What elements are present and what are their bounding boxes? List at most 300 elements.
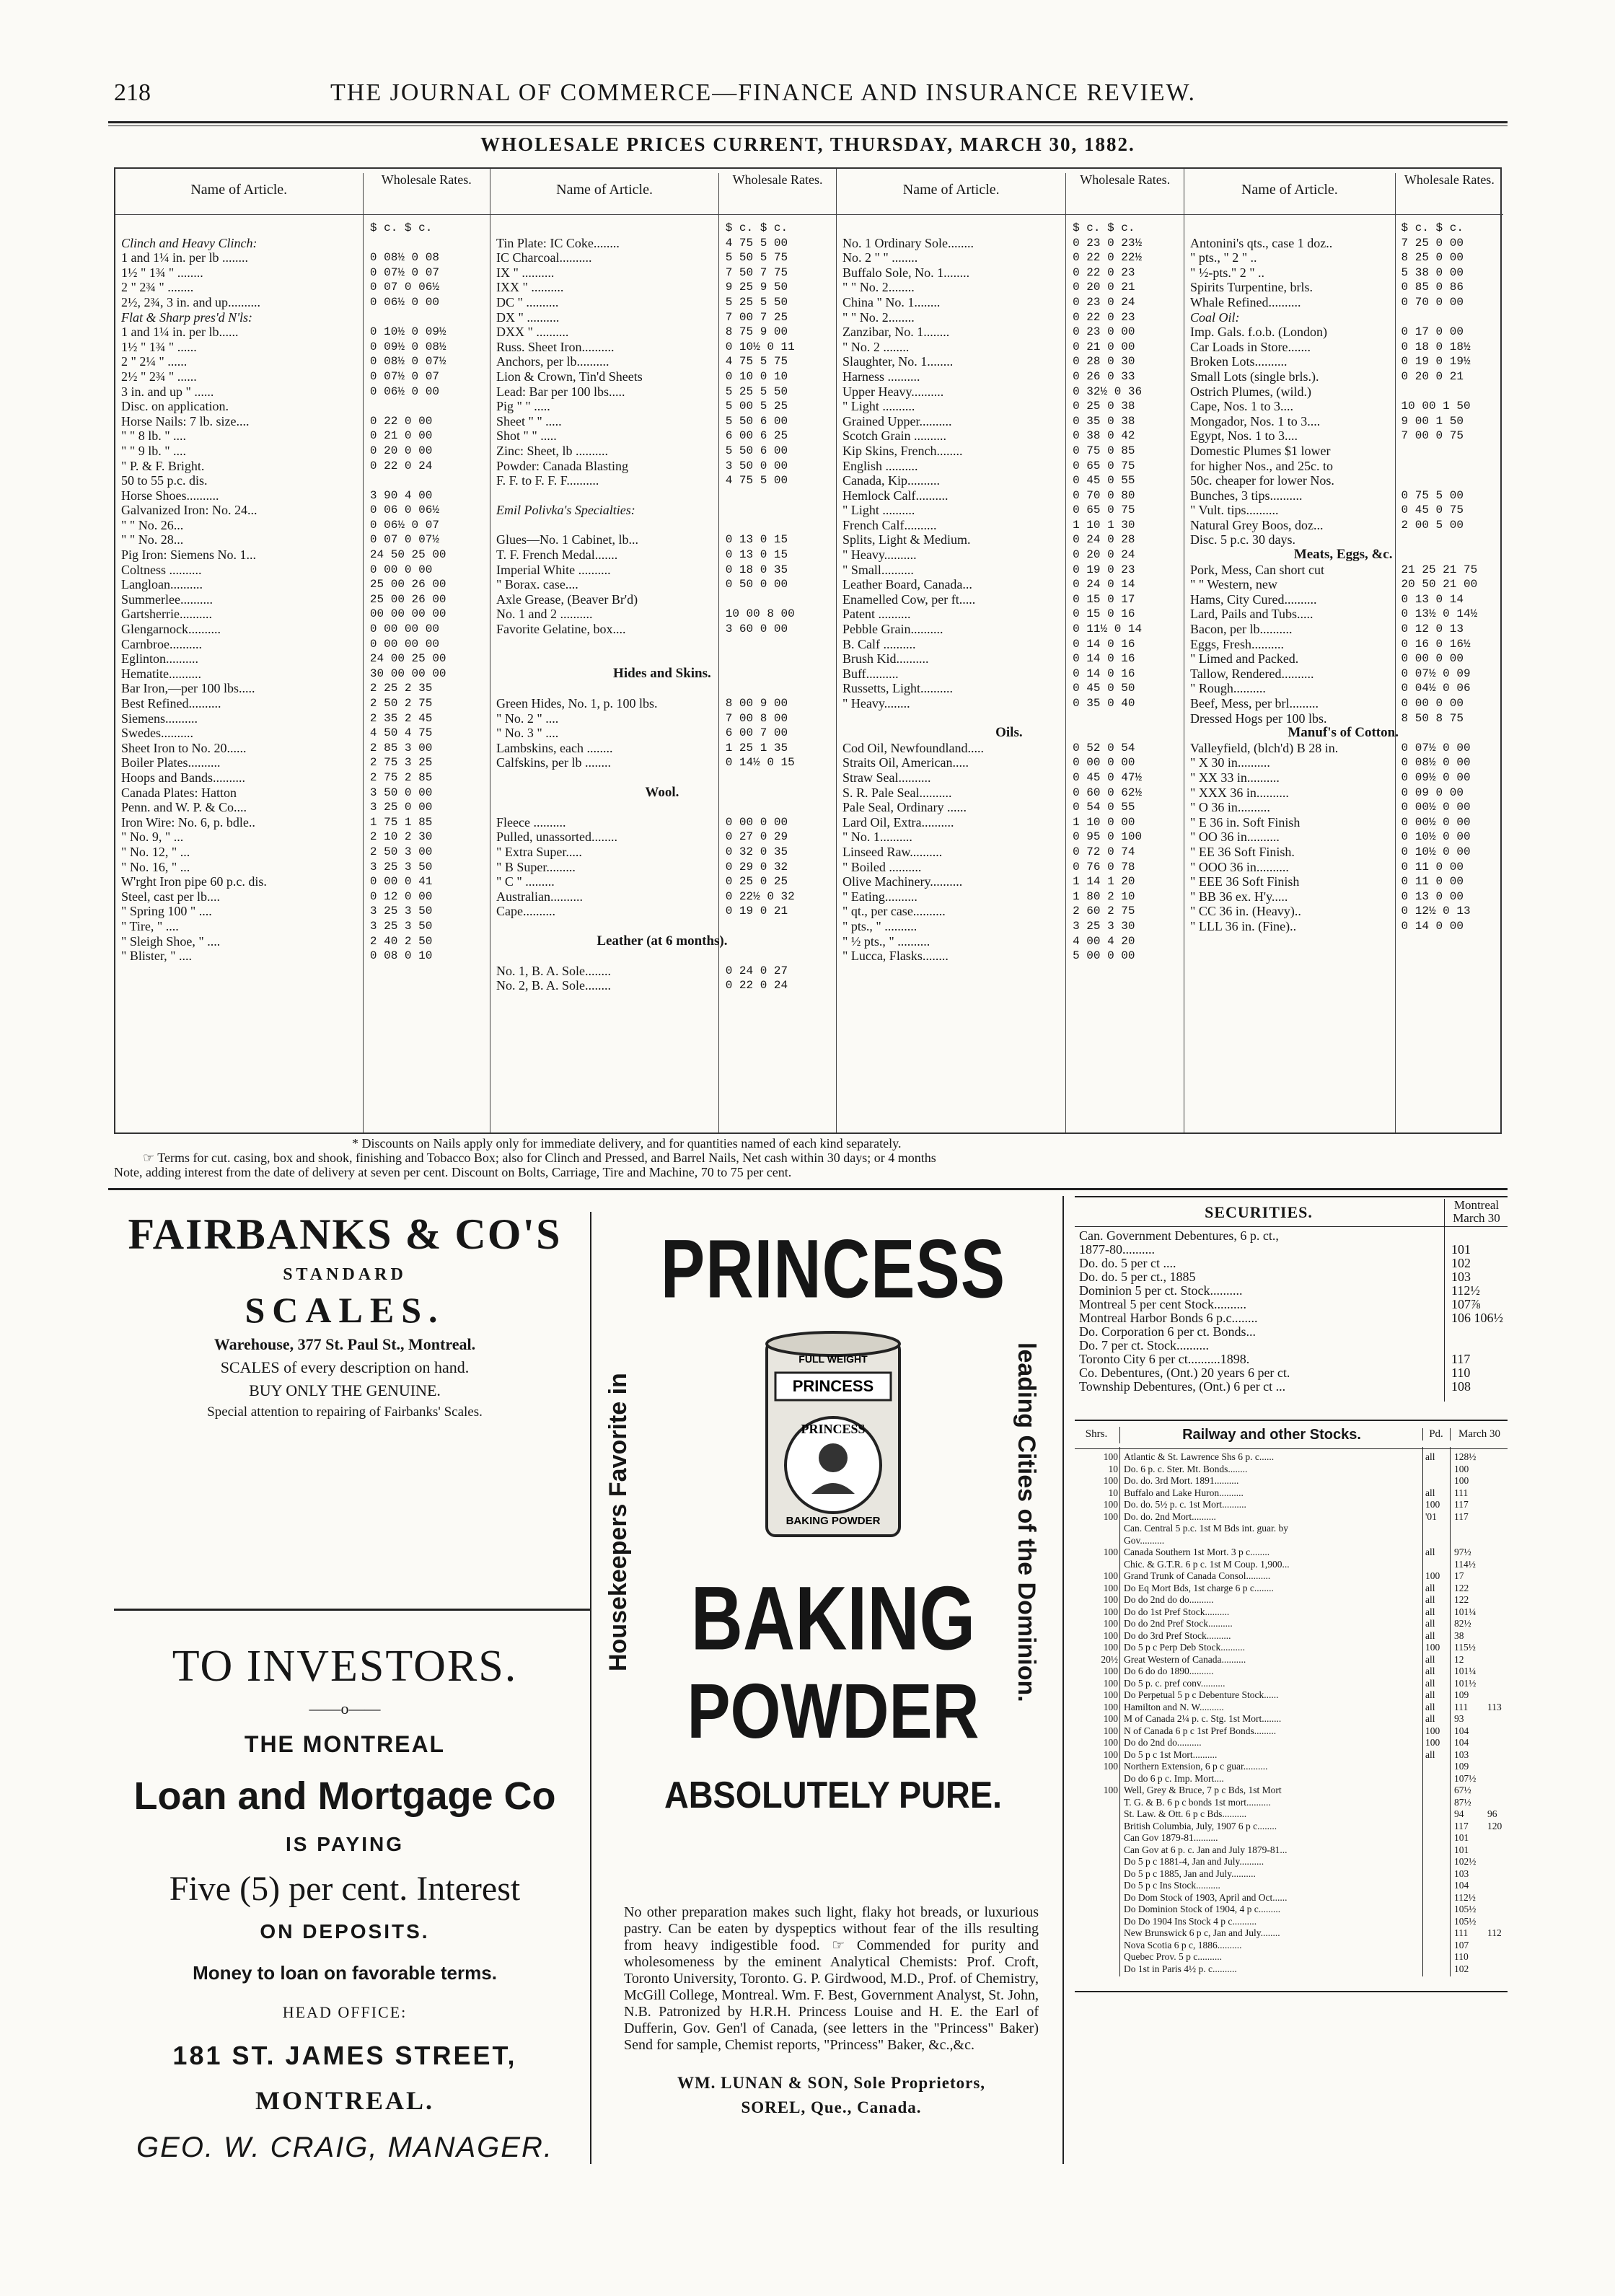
note-discounts: * Discounts on Nails apply only for immediate delivery, and for quantities named of each kind separately. (352, 1136, 902, 1151)
article-name: " B Super......... (496, 859, 576, 874)
article-name: " pts., " 2 " .. (1190, 250, 1257, 265)
article-rate: 25 00 26 00 (369, 578, 446, 591)
price-row (115, 250, 490, 265)
price-row (115, 488, 490, 503)
article-name: " ½ pts., " .......... (842, 933, 930, 949)
article-name: No. 1 and 2 .......... (496, 607, 593, 622)
article-name: Bar Iron,—per 100 lbs..... (121, 681, 255, 696)
article-name: Straw Seal.......... (842, 770, 931, 785)
security-row (1075, 1298, 1508, 1311)
stock-price: 117 (1454, 1510, 1469, 1522)
article-name: 1 and 1¼ in. per lb ........ (121, 250, 248, 265)
article-rate: 0 45 0 55 (1073, 474, 1135, 488)
price-rows (115, 221, 490, 964)
article-name: " No. 12, " ... (121, 844, 190, 859)
fairbanks-advert (114, 1212, 576, 1420)
price-rows (490, 221, 836, 993)
article-rate: 0 00½ 0 00 (1401, 801, 1471, 814)
article-rate: 7 00 0 75 (1401, 429, 1464, 443)
article-rate: 0 13 0 00 (1401, 889, 1464, 903)
price-row (490, 815, 836, 830)
stock-name: Nova Scotia 6 p c, 1886.......... (1124, 1939, 1242, 1950)
article-rate: 0 15 0 17 (1073, 592, 1135, 606)
article-rate: 0 11½ 0 14 (1073, 623, 1143, 636)
stock-name: Gov.......... (1124, 1534, 1165, 1546)
railway-stock-row (1075, 1797, 1508, 1809)
security-name: 1877-80.......... (1079, 1243, 1155, 1257)
article-name: Buffalo Sole, No. 1........ (842, 265, 970, 280)
stock-name: Do. do. 2nd Mort.......... (1124, 1510, 1216, 1522)
article-name: IC Charcoal.......... (496, 250, 592, 265)
article-name: Buff.......... (842, 666, 899, 681)
price-row (1184, 354, 1503, 369)
investors-manager: GEO. W. CRAIG, MANAGER. (136, 2132, 553, 2163)
stock-price-high: 96 (1487, 1808, 1497, 1819)
article-rate: 0 70 0 80 (1073, 488, 1135, 502)
article-name: Lead: Bar per 100 lbs..... (496, 384, 625, 399)
article-rate: 0 22 0 24 (725, 979, 788, 993)
stock-price: 101¼ (1454, 1666, 1477, 1676)
article-rate: 0 45 0 75 (1401, 503, 1464, 517)
fairbanks-rule (114, 1609, 590, 1611)
stock-paid: all (1425, 1629, 1435, 1641)
security-name: Township Debentures, (Ont.) 6 per ct ... (1079, 1380, 1286, 1394)
article-name: Gartsherrie.......... (121, 607, 212, 622)
article-name: " No. 9, " ... (121, 830, 184, 845)
security-row (1075, 1352, 1508, 1366)
article-name: 2½ " 2¾ " ...... (121, 369, 197, 384)
article-name: Sheet " " ..... (496, 413, 562, 428)
price-row (115, 607, 490, 622)
price-row (490, 444, 836, 459)
stock-paid: all (1425, 1666, 1435, 1676)
railway-stock-row (1075, 1844, 1508, 1857)
princess-side-left: Housekeepers Favorite in (604, 1373, 632, 1671)
article-rate: 10 00 8 00 (725, 607, 795, 621)
price-row (1184, 428, 1503, 444)
stock-price: 109 (1454, 1761, 1469, 1772)
article-name: 50c. cheaper for lower Nos. (1190, 473, 1334, 488)
price-row (115, 889, 490, 905)
stock-name: Well, Grey & Bruce, 7 p c Bds, 1st Mort (1124, 1785, 1282, 1795)
article-rate: 0 14 0 16 (1073, 652, 1135, 666)
article-name: Brush Kid.......... (842, 651, 929, 667)
article-rate: 0 25 0 25 (725, 875, 788, 889)
article-name: French Calf.......... (842, 517, 937, 532)
security-row (1075, 1229, 1508, 1243)
stock-shares: 100 (1103, 1547, 1118, 1557)
price-row (490, 488, 836, 503)
article-rate: 0 54 0 55 (1073, 801, 1135, 814)
article-rate: 2 60 2 75 (1073, 905, 1135, 918)
price-row (837, 904, 1184, 919)
price-row (1184, 874, 1503, 889)
stock-name: Do 5 p c 1st Mort.......... (1124, 1749, 1218, 1760)
price-row (837, 949, 1184, 964)
article-name: " XX 33 in.......... (1190, 770, 1280, 785)
price-row (490, 726, 836, 741)
railway-stock-row (1075, 1927, 1508, 1940)
wholesale-price-table (114, 167, 1502, 1134)
article-name: Egypt, Nos. 1 to 3.... (1190, 428, 1298, 444)
price-column-3 (837, 169, 1184, 1132)
article-rate: 0 16 0 16½ (1401, 637, 1471, 651)
article-rate: 0 22 0 23 (1073, 310, 1135, 324)
stock-price: 122 (1454, 1582, 1469, 1593)
article-name: Patent .......... (842, 607, 911, 622)
princess-baking: BAKING (690, 1567, 976, 1669)
price-row (490, 384, 836, 400)
price-row (1184, 755, 1503, 770)
railway-stock-row (1075, 1821, 1508, 1833)
price-row (490, 904, 836, 919)
securities-header (1075, 1196, 1508, 1227)
stock-name: Do 1st in Paris 4½ p. c.......... (1124, 1963, 1237, 1974)
article-rate: 0 95 0 100 (1073, 830, 1143, 844)
article-name: Zanzibar, No. 1........ (842, 325, 950, 340)
article-rate: 24 00 25 00 (369, 652, 446, 666)
article-rate: $ c. $ c. (1073, 221, 1135, 234)
article-rate: 0 65 0 75 (1073, 459, 1135, 472)
article-name: Pig " " ..... (496, 399, 550, 414)
railway-stock-row (1075, 1583, 1508, 1595)
price-table-title: WHOLESALE PRICES CURRENT, THURSDAY, MARCH 30, 1882. (480, 133, 1135, 155)
price-column-1 (115, 169, 490, 1132)
article-name: Hoops and Bands.......... (121, 770, 245, 785)
price-row (837, 741, 1184, 756)
stock-paid: 100 (1425, 1570, 1440, 1581)
price-row (490, 696, 836, 711)
article-name: Green Hides, No. 1, p. 100 lbs. (496, 696, 658, 711)
article-name: " " 8 lb. " .... (121, 428, 187, 444)
article-rate: 0 45 0 50 (1073, 682, 1135, 695)
price-row (1184, 518, 1503, 533)
stock-name: Do 6 do do 1890.......... (1124, 1666, 1214, 1676)
article-rate: 0 20 0 00 (369, 444, 433, 457)
investors-company1: THE MONTREAL (244, 1731, 446, 1757)
railway-stock-row (1075, 1916, 1508, 1928)
article-rate: 0 20 0 21 (1401, 369, 1464, 383)
article-name: 2½, 2¾, 3 in. and up.......... (121, 294, 260, 309)
article-name: Lion & Crown, Tin'd Sheets (496, 369, 643, 384)
stock-name: New Brunswick 6 p c, Jan and July........ (1124, 1927, 1280, 1938)
article-rate: 0 26 0 33 (1073, 369, 1135, 383)
stock-price: 112½ (1454, 1891, 1476, 1903)
price-row (115, 310, 490, 325)
article-name: Disc. 5 p.c. 30 days. (1190, 532, 1295, 547)
stock-name: Do. do. 3rd Mort. 1891.......... (1124, 1475, 1239, 1486)
price-row (837, 221, 1184, 236)
security-price: 117 (1451, 1352, 1471, 1366)
article-name: Imp. Gals. f.o.b. (London) (1190, 325, 1327, 340)
railway-stock-row (1075, 1832, 1508, 1844)
security-price: 110 (1451, 1365, 1471, 1380)
article-rate: 0 09½ 0 08½ (369, 340, 446, 353)
article-name: Meats, Eggs, &c. (1293, 547, 1393, 563)
article-name: Galvanized Iron: No. 24... (121, 503, 258, 518)
security-name: Do. 7 per ct. Stock.......... (1079, 1339, 1209, 1352)
railway-stock-row (1075, 1630, 1508, 1642)
article-rate: 2 35 2 45 (369, 711, 433, 725)
article-name: No. 2, B. A. Sole........ (496, 978, 612, 993)
stock-name: Can. Central 5 p.c. 1st M Bds int. guar. by (1124, 1523, 1288, 1534)
railway-stock-row (1075, 1511, 1508, 1523)
price-row (837, 310, 1184, 325)
article-rate: 0 09½ 0 00 (1401, 770, 1471, 784)
stock-price: 115½ (1454, 1642, 1476, 1653)
price-row (115, 547, 490, 563)
stock-shares: 100 (1103, 1737, 1118, 1748)
price-row (837, 295, 1184, 310)
article-rate: 0 70 0 00 (1401, 295, 1464, 309)
stock-price: 128½ (1454, 1451, 1477, 1462)
wholesale-rates-header: Wholesale Rates. (718, 173, 836, 215)
stock-paid: 100 (1425, 1737, 1440, 1748)
stock-name: Do. 6 p. c. Ster. Mt. Bonds........ (1124, 1463, 1248, 1474)
article-rate: 7 00 7 25 (725, 310, 788, 324)
price-row (490, 577, 836, 592)
price-row (837, 845, 1184, 860)
security-name: Do. do. 5 per ct .... (1079, 1257, 1176, 1270)
article-name: for higher Nos., and 25c. to (1190, 458, 1333, 473)
article-rate: 0 10½ 0 11 (725, 340, 795, 353)
railway-stock-row (1075, 1749, 1508, 1761)
article-name: Horse Shoes.......... (121, 488, 219, 503)
price-row (837, 518, 1184, 533)
stock-name: Do 5 p c Ins Stock.......... (1124, 1880, 1220, 1891)
price-row (490, 711, 836, 726)
railway-stock-row (1075, 1808, 1508, 1821)
stock-shares: 100 (1103, 1499, 1118, 1510)
article-rate: 20 50 21 00 (1401, 578, 1478, 591)
railway-stock-row (1075, 1606, 1508, 1619)
price-row (1184, 280, 1503, 295)
security-row (1075, 1243, 1508, 1257)
article-name: 3 in. and up " ...... (121, 384, 214, 399)
article-rate: 0 13 0 15 (725, 548, 788, 562)
article-rate: 21 25 21 75 (1401, 563, 1478, 576)
price-row (115, 904, 490, 919)
article-name: Iron Wire: No. 6, p. bdle.. (121, 814, 255, 830)
stock-price: 93 (1454, 1713, 1464, 1724)
article-rate: 0 35 0 38 (1073, 414, 1135, 428)
article-rate: 0 14 0 16 (1073, 637, 1135, 651)
stock-name: Do Dom Stock of 1903, April and Oct...... (1124, 1891, 1288, 1903)
stock-price: 117 (1454, 1499, 1469, 1510)
price-rows (837, 221, 1184, 964)
price-row (490, 919, 836, 934)
article-rate: 6 00 6 25 (725, 429, 788, 443)
article-rate: 0 52 0 54 (1073, 741, 1135, 755)
article-name: " Sleigh Shoe, " .... (121, 933, 221, 949)
price-row (837, 667, 1184, 682)
price-row (490, 681, 836, 696)
article-name: Domestic Plumes $1 lower (1190, 443, 1331, 458)
article-rate: 0 00 00 00 (369, 623, 439, 636)
price-row (1184, 919, 1503, 934)
price-row (837, 919, 1184, 934)
price-row (115, 518, 490, 533)
price-row (1184, 503, 1503, 518)
price-row (115, 874, 490, 889)
price-row (1184, 904, 1503, 919)
article-name: " Heavy........ (842, 696, 910, 711)
price-row (115, 622, 490, 637)
railway-stock-row (1075, 1940, 1508, 1952)
security-name: Do. Corporation 6 per ct. Bonds... (1079, 1325, 1256, 1339)
stock-paid: all (1425, 1487, 1435, 1498)
article-name: " XXX 36 in.......... (1190, 785, 1289, 800)
security-price: 102 (1451, 1256, 1471, 1270)
railway-stock-row (1075, 1475, 1508, 1487)
price-section-heading (1184, 726, 1503, 741)
article-rate: 3 60 0 00 (725, 623, 788, 636)
price-row (1184, 414, 1503, 429)
article-name: W'rght Iron pipe 60 p.c. dis. (121, 874, 267, 889)
railway-stock-row (1075, 1880, 1508, 1892)
price-row (490, 741, 836, 756)
price-row (115, 592, 490, 607)
article-name: " Spring 100 " .... (121, 904, 212, 919)
article-rate: 0 06½ 0 00 (369, 295, 439, 309)
stock-name: N of Canada 6 p c 1st Pref Bonds......... (1124, 1725, 1277, 1736)
article-rate: 0 12 0 00 (369, 889, 433, 903)
stock-price: 97½ (1454, 1547, 1471, 1557)
stock-paid: 100 (1425, 1499, 1440, 1510)
price-row (1184, 711, 1503, 726)
article-name: Lard Oil, Extra.......... (842, 814, 954, 830)
stock-price: 67½ (1454, 1785, 1471, 1795)
railway-stock-row (1075, 1725, 1508, 1738)
railway-bottom-rule (1075, 1991, 1508, 1992)
price-row (490, 563, 836, 578)
stock-paid: all (1425, 1547, 1435, 1557)
article-rate: 2 50 3 00 (369, 845, 433, 858)
railway-stock-row (1075, 1535, 1508, 1547)
stock-price: 82½ (1454, 1618, 1471, 1629)
price-row (837, 800, 1184, 815)
price-row (837, 889, 1184, 905)
price-row (1184, 473, 1503, 488)
article-rate: 1 25 1 35 (725, 741, 788, 755)
article-name: Linseed Raw.......... (842, 844, 943, 859)
article-rate: 0 07½ 0 00 (1401, 741, 1471, 755)
article-rate: 4 75 5 75 (725, 355, 788, 369)
price-row (115, 325, 490, 340)
railway-title: Railway and other Stocks. (1119, 1427, 1423, 1443)
stock-price: 101½ (1454, 1677, 1477, 1689)
price-row (1184, 444, 1503, 459)
securities-date-head: Montreal March 30 (1444, 1199, 1508, 1226)
price-row (490, 949, 836, 964)
price-row (1184, 384, 1503, 400)
price-row (490, 265, 836, 281)
price-row (1184, 607, 1503, 622)
price-column-header (115, 169, 490, 215)
investors-office: HEAD OFFICE: (282, 2003, 408, 2021)
stock-shares: 100 (1103, 1642, 1118, 1653)
price-row (490, 340, 836, 355)
ad-separator-right (1062, 1196, 1064, 2164)
article-rate: 0 07½ 0 07 (369, 265, 439, 279)
article-rate: 0 32½ 0 36 (1073, 384, 1143, 398)
price-row (1184, 622, 1503, 637)
price-row (1184, 340, 1503, 355)
article-rate: 0 25 0 38 (1073, 400, 1135, 413)
price-row (1184, 815, 1503, 830)
stock-name: Do do 2nd Pref Stock.......... (1124, 1618, 1233, 1629)
article-name: Calfskins, per lb ........ (496, 755, 611, 770)
investors-company2: Loan and Mortgage Co (133, 1774, 556, 1818)
stock-paid: all (1425, 1618, 1435, 1629)
article-rate: 0 07 0 07½ (369, 533, 439, 547)
price-row (837, 384, 1184, 400)
article-name: Favorite Gelatine, box.... (496, 622, 626, 637)
section-rule (108, 1188, 1508, 1190)
stock-shares: 100 (1103, 1570, 1118, 1581)
name-of-article-header: Name of Article. (1241, 182, 1338, 198)
investors-city: MONTREAL. (255, 2086, 434, 2115)
security-price: 103 (1451, 1270, 1471, 1284)
article-rate: 0 11 0 00 (1401, 875, 1464, 889)
article-name: Harness .......... (842, 369, 920, 384)
stock-name: Can Gov 1879-81.......... (1124, 1832, 1218, 1843)
stock-shares: 100 (1103, 1713, 1118, 1724)
article-name: Ostrich Plumes, (wild.) (1190, 384, 1311, 399)
price-row (837, 577, 1184, 592)
stock-price: 103 (1454, 1749, 1469, 1760)
stock-shares: 100 (1103, 1629, 1118, 1641)
article-name: Valleyfield, (blch'd) B 28 in. (1190, 740, 1339, 755)
security-row (1075, 1284, 1508, 1298)
can-top-text: FULL WEIGHT (798, 1353, 868, 1365)
article-name: " X 30 in.......... (1190, 755, 1270, 770)
price-row (490, 473, 836, 488)
price-row (115, 369, 490, 384)
article-rate: 0 85 0 86 (1401, 281, 1464, 294)
article-name: " EE 36 Soft Finish. (1190, 844, 1295, 859)
railway-stock-row (1075, 1951, 1508, 1963)
article-rate: 0 00 0 41 (369, 875, 433, 889)
article-name: No. 2 " " ........ (842, 250, 918, 265)
price-row (1184, 399, 1503, 414)
price-row (490, 325, 836, 340)
article-rate: 0 23 0 00 (1073, 325, 1135, 339)
security-name: Montreal 5 per cent Stock.......... (1079, 1298, 1246, 1311)
article-name: Slaughter, No. 1........ (842, 354, 954, 369)
stock-shares: 100 (1103, 1606, 1118, 1617)
article-name: Siemens.......... (121, 711, 198, 726)
price-row (490, 547, 836, 563)
price-row (115, 577, 490, 592)
price-row (837, 265, 1184, 281)
investors-paying: IS PAYING (286, 1833, 404, 1855)
railway-stock-row (1075, 1702, 1508, 1714)
article-name: Zinc: Sheet, lb .......... (496, 443, 608, 458)
article-rate: 1 75 1 85 (369, 815, 433, 829)
article-rate: 0 18 0 35 (725, 563, 788, 576)
securities-divider (1444, 1225, 1445, 1402)
princess-powder: POWDER (687, 1668, 980, 1755)
article-rate: 5 00 5 25 (725, 400, 788, 413)
price-row (837, 830, 1184, 845)
price-row (490, 250, 836, 265)
security-row (1075, 1339, 1508, 1352)
price-row (115, 696, 490, 711)
stock-price: 17 (1454, 1570, 1464, 1581)
price-row (837, 786, 1184, 801)
price-row (837, 592, 1184, 607)
